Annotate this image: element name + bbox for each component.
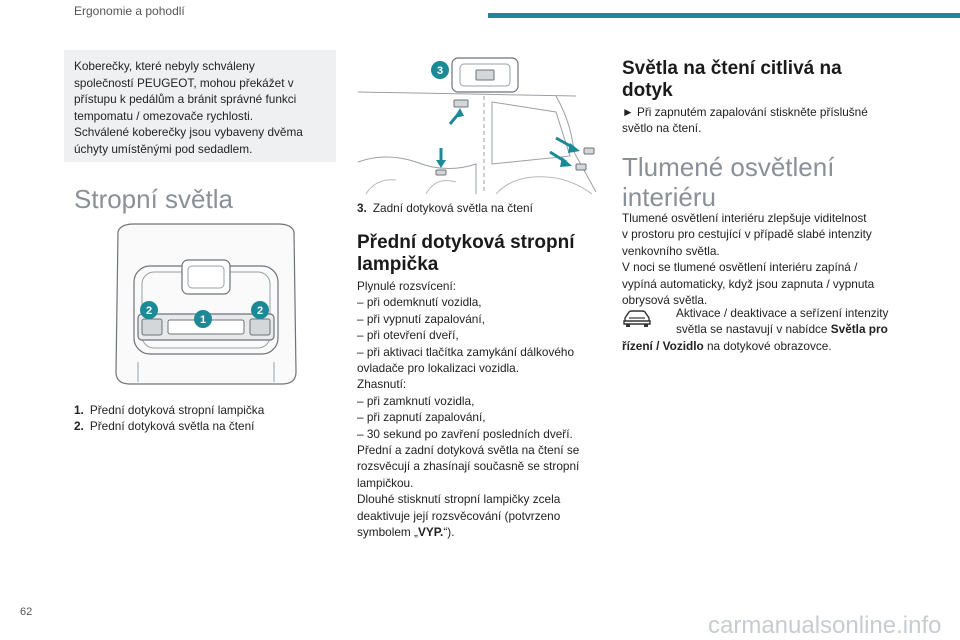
menu-name-part: řízení / Vozidlo (622, 338, 704, 353)
body-line: – při odemknutí vozidla, (357, 295, 482, 310)
note-line: Schválené koberečky jsou vybaveny dvěma (74, 125, 303, 139)
callout-label-1: 1 (199, 314, 207, 326)
page-number: 62 (20, 606, 33, 618)
body-line: ovladače pro lokalizaci vozidla. (357, 361, 519, 376)
reading-lights-body (622, 104, 922, 137)
body-line: deaktivuje její rozsvěcování (potvrzeno (357, 508, 561, 523)
body-line (622, 321, 922, 337)
body-line: obrysová světla. (622, 293, 708, 308)
body-line: světlo na čtení. (622, 121, 702, 136)
body-line: rozsvěcují a zhasínají současně se stropní (357, 459, 580, 474)
figure1-captions (74, 402, 344, 434)
body-line: – při vypnutí zapalování, (357, 311, 485, 326)
body-line: – při otevření dveří, (357, 328, 459, 343)
caption-item (74, 418, 344, 434)
text-fragment: “). (443, 525, 455, 540)
section-title: Ergonomie a pohodlí (74, 4, 185, 18)
mood-lighting-body (622, 210, 922, 308)
note-line: Koberečky, které nebyly schváleny (74, 59, 255, 73)
heading-line: lampička (357, 254, 439, 275)
callout-label-2-left: 2 (145, 305, 153, 317)
heading-line: Tlumené osvětlení (622, 152, 835, 182)
body-line: Aktivace / deaktivace a seřízení intenzity (676, 306, 889, 320)
rear-reading-lights-illustration (356, 52, 606, 194)
note-line: přístupu k pedálům a bránit správné funkci (74, 92, 297, 106)
settings-note (622, 305, 922, 354)
note-text (74, 58, 332, 157)
body-line: ► Při zapnutém zapalování stiskněte příslušné (622, 105, 868, 119)
heading-line: interiéru (622, 182, 716, 212)
heading-line: dotyk (622, 80, 673, 101)
body-line: v prostoru pro cestující v případě slabé intenzity (622, 227, 872, 242)
body-line: Tlumené osvětlení interiéru zlepšuje viditelnost (622, 211, 867, 225)
body-line-last (357, 524, 605, 540)
body-line: Přední a zadní dotyková světla na čtení se (357, 443, 580, 458)
body-line: – při aktivaci tlačítka zamykání dálkového (357, 344, 575, 359)
note-line: společností PEUGEOT, mohou překážet v (74, 75, 294, 90)
caption-number: 2. (74, 419, 84, 433)
caption-number: 1. (74, 403, 84, 417)
heading-line: Přední dotyková stropní (357, 232, 575, 253)
body-line: Dlouhé stisknutí stropní lampičky zcela (357, 492, 561, 507)
text-fragment: symbolem „ (357, 525, 418, 540)
caption-number: 3. (357, 201, 367, 215)
body-line: – při zapnutí zapalování, (357, 410, 486, 425)
body-line: Zhasnutí: (357, 377, 407, 392)
heading-front-ceiling-lamp (357, 232, 597, 276)
callout-label-3: 3 (436, 65, 444, 77)
caption-text: Přední dotyková světla na čtení (89, 419, 255, 433)
heading-line: Světla na čtení citlivá na (622, 58, 842, 79)
front-ceiling-light-illustration (112, 222, 300, 388)
body-line: – při zamknutí vozidla, (357, 393, 475, 408)
body-line: lampičkou. (357, 475, 414, 490)
header-accent-bar (488, 13, 960, 18)
body-line: V noci se tlumené osvětlení interiéru zapíná / (622, 260, 858, 275)
off-symbol-text: VYP. (417, 525, 444, 540)
figure2-caption (357, 200, 533, 216)
body-line (622, 338, 922, 354)
section-heading-ceiling-lights: Stropní světla (74, 184, 233, 214)
text-fragment: na dotykové obrazovce. (703, 338, 832, 353)
note-line: tempomatu / omezovače rychlosti. (74, 108, 253, 123)
watermark: carmanualsonline.info (708, 612, 942, 639)
body-line: vypíná automaticky, když jsou zapnuta / vypnuta (622, 276, 875, 291)
note-line: úchyty umístěnými pod sedadlem. (74, 141, 253, 156)
menu-name-part: Světla pro (830, 322, 888, 337)
callout-label-2-right: 2 (256, 305, 264, 317)
caption-item (74, 402, 344, 418)
body-line: – 30 sekund po zavření posledních dveří. (357, 426, 573, 441)
caption-text: Zadní dotyková světla na čtení (372, 201, 533, 215)
body-line: venkovního světla. (622, 243, 720, 258)
text-fragment: světla se nastavují v nabídce (676, 322, 831, 337)
body-line: Plynulé rozsvícení: (357, 279, 457, 293)
ceiling-lamp-body (357, 278, 605, 541)
heading-mood-lighting (622, 152, 922, 212)
caption-text: Přední dotyková stropní lampička (89, 403, 265, 417)
heading-touch-reading-lights (622, 58, 922, 102)
